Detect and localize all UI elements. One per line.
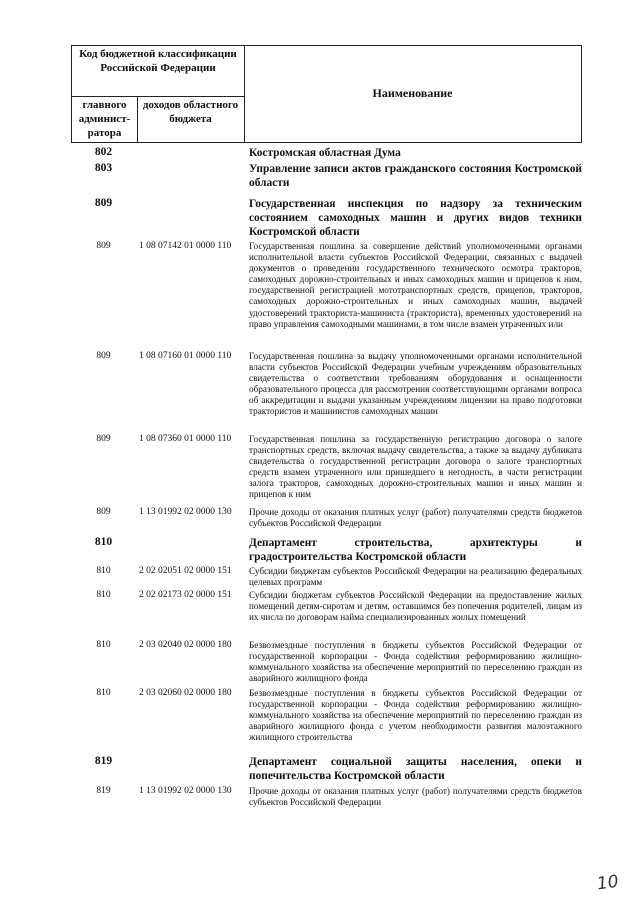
row-name: Безвозмездные поступления в бюджеты субъектов Российской Федерации от государственной корпорации - Фонда содействия реформированию жилищно-коммунального хозяйства на обеспечение мероприятий по переселению граждан из аварийного жилищного фонда <box>249 640 582 684</box>
row-name: Государственная пошлина за государственную регистрацию договора о залоге транспортных средств, включая выдачу свидетельства, а также за выдачу дубликата свидетельства о государственной регистрации договора о залоге транспортных средств взамен утраченного или пришедшего в негодность, в части регистрации залога тракторов, самоходных дорожно-строительных машин и иных машин и прицепов к ним <box>249 434 582 500</box>
row-name: Управление записи актов гражданского состояния Костромской области <box>249 163 582 190</box>
admin-code: 803 <box>94 162 113 174</box>
income-code: 1 08 07142 01 0000 110 <box>139 241 232 251</box>
admin-code: 809 <box>96 507 111 517</box>
header-admin-column: главного админист-ратора <box>78 99 131 139</box>
row-name: Государственная инспекция по надзору за техническим состоянием самоходных машин и других видов техники Костромской области <box>249 198 582 239</box>
admin-code: 802 <box>94 146 113 158</box>
header-income-column: доходов областного бюджета <box>142 99 239 125</box>
admin-code: 809 <box>94 197 113 209</box>
admin-code: 809 <box>96 434 111 444</box>
handwritten-page-number: 10 <box>595 871 620 895</box>
row-name: Костромская областная Дума <box>249 147 401 159</box>
header-divider <box>72 96 244 97</box>
admin-code: 810 <box>96 688 111 698</box>
income-code: 1 08 07360 01 0000 110 <box>139 434 232 444</box>
income-code: 1 13 01992 02 0000 130 <box>139 507 232 517</box>
income-code: 2 02 02173 02 0000 151 <box>139 590 232 600</box>
admin-code: 810 <box>96 566 111 576</box>
row-name: Департамент социальной защиты населения, опеки и попечительства Костромской области <box>249 756 582 783</box>
row-name: Прочие доходы от оказания платных услуг (работ) получателями средств бюджетов субъектов Российской Федерации <box>249 507 582 529</box>
row-name: Государственная пошлина за выдачу уполномоченными органами исполнительной власти субъектов Российской Федерации учебным учреждениям образовательных свидетельства о соответствии требованиям оборудования и оснащенности образовательного процесса для рассмотрения соответствующими органами вопроса об аккредитации и выдачи указанным учреждениям лицензии на право подготовки трактористов и машинистов самоходных машин <box>249 351 582 417</box>
row-name: Субсидии бюджетам субъектов Российской Федерации на предоставление жилых помещений детям-сиротам и детям, оставшимся без попечения родителей, лицам из их числа по договорам найма специализированных жилых помещений <box>249 590 582 623</box>
income-code: 2 02 02051 02 0000 151 <box>139 566 232 576</box>
row-name: Прочие доходы от оказания платных услуг (работ) получателями средств бюджетов субъектов Российской Федерации <box>249 786 582 808</box>
admin-code: 809 <box>96 241 111 251</box>
income-code: 2 03 02060 02 0000 180 <box>139 688 232 698</box>
admin-code: 810 <box>96 640 111 650</box>
income-code: 1 08 07160 01 0000 110 <box>139 351 232 361</box>
row-name: Субсидии бюджетам субъектов Российской Федерации на реализацию федеральных целевых программ <box>249 566 582 588</box>
admin-code: 809 <box>96 351 111 361</box>
admin-code: 810 <box>94 536 113 548</box>
admin-code: 810 <box>96 590 111 600</box>
income-code: 1 13 01992 02 0000 130 <box>139 786 232 796</box>
income-code: 2 03 02040 02 0000 180 <box>139 640 232 650</box>
row-name: Безвозмездные поступления в бюджеты субъектов Российской Федерации от государственной корпорации - Фонда содействия реформированию жилищно-коммунального хозяйства на обеспечение мероприятий по переселению граждан из аварийного жилищного фонда с учетом необходимости развития малоэтажного жилищного строительства <box>249 688 582 743</box>
admin-code: 819 <box>96 786 111 796</box>
row-name: Департамент строительства, архитектуры и градостроительства Костромской области <box>249 537 582 564</box>
row-name: Государственная пошлина за совершение действий уполномоченными органами исполнительной власти субъектов Российской Федерации, связанных с выдачей документов о проведении государственного технического осмотра тракторов, самоходных дорожно-строительных и иных самоходных машин и прицепов к ним, государственной регистрацией мототранспортных средств, прицепов, тракторов, самоходных дорожно-строительных и иных самоходных машин, выдачей удостоверений тракториста-машиниста (тракториста), временных удостоверений на право управления самоходными машинами, в том числе взамен утраченных или <box>249 241 582 329</box>
table-header <box>71 45 582 143</box>
admin-code: 819 <box>94 755 113 767</box>
header-name-column: Наименование <box>372 86 453 100</box>
header-code-title: Код бюджетной классификации Российской Федерации <box>79 48 237 74</box>
